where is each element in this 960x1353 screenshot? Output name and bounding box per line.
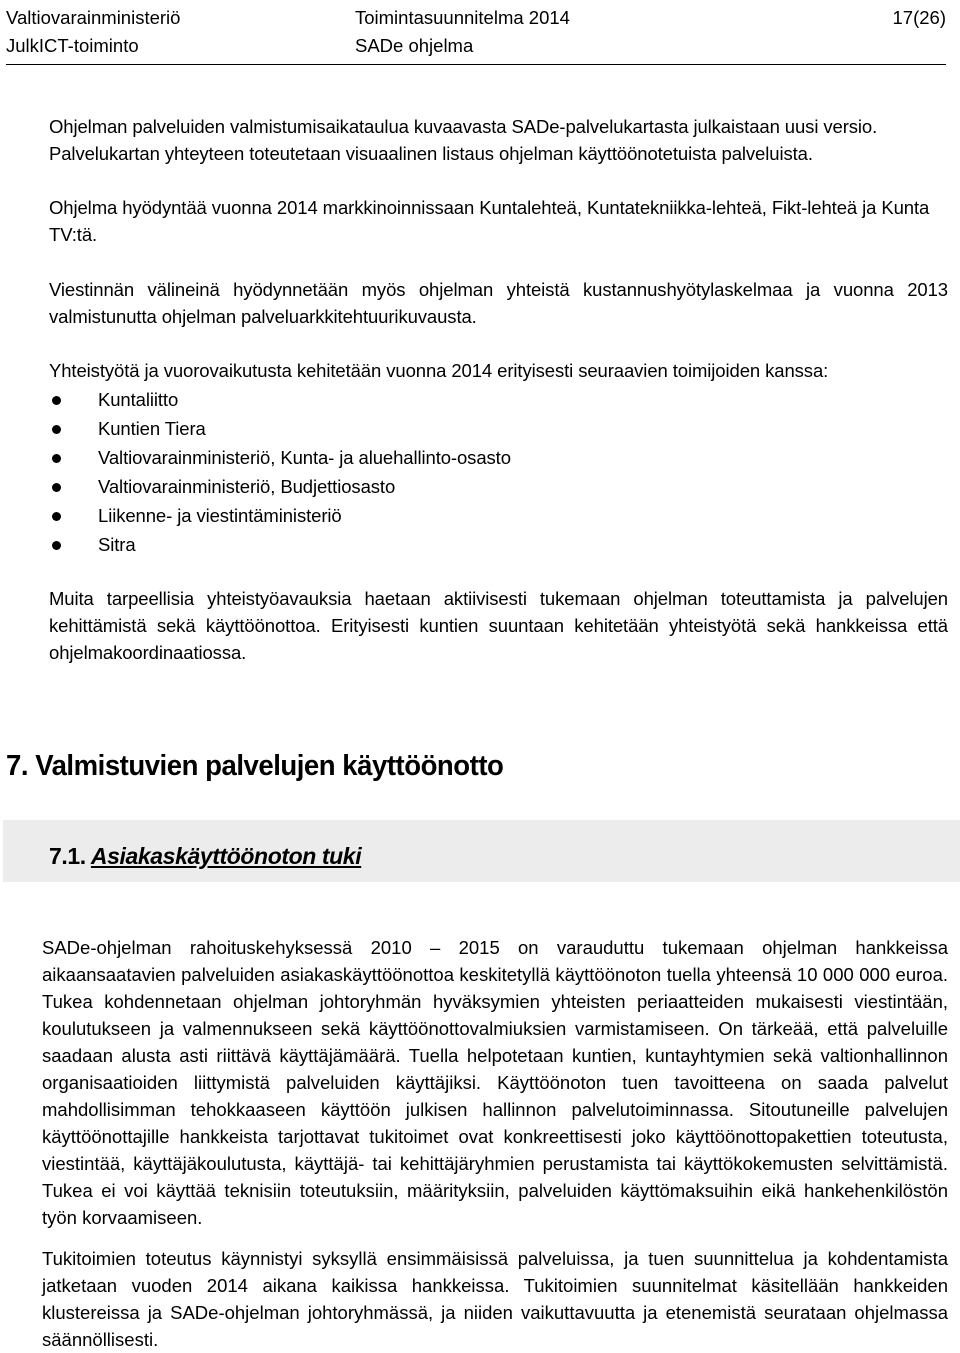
bullet-icon — [52, 483, 61, 492]
intro-paragraph-4: Yhteistyötä ja vuorovaikutusta kehitetään vuonna 2014 erityisesti seuraavien toimijoiden kanssa: — [49, 360, 829, 381]
section-7-1-title: Asiakaskäyttöönoton tuki — [90, 843, 362, 869]
bullet-icon — [52, 541, 61, 550]
stakeholder-list — [49, 385, 948, 559]
intro-section — [49, 113, 948, 167]
list-item: Kuntien Tiera — [49, 414, 948, 443]
page-header — [6, 4, 946, 65]
section-7-1-paragraph-2: Tukitoimien toteutus käynnistyi syksyllä ensimmäisissä palveluissa, ja tuen suunnittelua ja kohdentamista jatketaan vuoden 2014 aikana kaikissa hankkeissa. Tukitoimien suunnitelmat käsitellään hankkeiden klustereissa ja SADe-ohjelman johtoryhmässä, ja niiden vaikuttavuutta ja etenemistä seurataan ohjelmassa säännöllisesti. — [42, 1248, 948, 1350]
intro-paragraph-1 — [49, 113, 948, 167]
header-page-number: 17(26) — [892, 7, 946, 28]
list-item: Sitra — [49, 530, 948, 559]
bullet-icon — [52, 425, 61, 434]
bullet-icon — [52, 512, 61, 521]
intro-paragraph-2: Ohjelma hyödyntää vuonna 2014 markkinoinnissaan Kuntalehteä, Kuntatekniikka-lehteä, Fikt-lehteä ja Kunta TV:tä. — [49, 197, 930, 245]
section-7-heading: 7. Valmistuvien palvelujen käyttöönotto — [6, 750, 504, 782]
intro-paragraph-3: Viestinnän välineinä hyödynnetään myös ohjelman yhteistä kustannushyötylaskelmaa ja vuonna 2013 valmistunutta ohjelman palveluarkkitehtuurikuvausta. — [49, 279, 948, 327]
list-item: Valtiovarainministeriö, Kunta- ja aluehallinto-osasto — [49, 443, 948, 472]
intro-paragraph-5: Muita tarpeellisia yhteistyöavauksia haetaan aktiivisesti tukemaan ohjelman toteuttamista ja palvelujen kehittämistä sekä käyttöönottoa. Erityisesti kuntien suuntaan kehitetään yhteistyötä sekä hankkeissa että ohjelmakoordinaatiossa. — [49, 588, 948, 663]
intro-paragraph-1-line-1: Ohjelman palveluiden valmistumisaikataulua kuvaavasta SADe-palvelukartasta julkaistaan uusi versio. — [49, 116, 878, 137]
header-unit: JulkICT-toiminto — [6, 35, 139, 56]
header-ministry: Valtiovarainministeriö — [6, 7, 181, 28]
section-7-1-number: 7.1. — [49, 843, 86, 869]
bullet-icon — [52, 396, 61, 405]
list-item: Liikenne- ja viestintäministeriö — [49, 501, 948, 530]
header-plan: Toimintasuunnitelma 2014 — [355, 7, 570, 28]
header-program: SADe ohjelma — [355, 35, 474, 56]
bullet-icon — [52, 454, 61, 463]
list-item: Kuntaliitto — [49, 385, 948, 414]
section-7-1-paragraph-1: SADe-ohjelman rahoituskehyksessä 2010 – 2015 on varauduttu tukemaan ohjelman hankkeissa aikaansaatavien palveluiden asiakaskäyttöönottoa keskitetyllä käyttöönoton tuella yhteensä 10 000 000 euroa. Tukea kohdennetaan ohjelman johtoryhmän hyväksymien yhteisten periaatteiden mukaisesti viestintään, koulutukseen ja valmennukseen sekä käyttöönottovalmiuksien varmistamiseen. On tärkeää, että palveluille saadaan alusta asti riittävä käyttäjämäärä. Tuella helpotetaan kuntien, kuntayhtymien sekä valtionhallinnon organisaatioiden liittymistä palveluiden käyttäjiksi. Käyttöönoton tuen tavoitteena on saada palvelut mahdollisimman tehokkaaseen käyttöön julkisen hallinnon palvelutoiminnassa. Sitoutuneille palvelujen käyttöönottajille hankkeista tarjottavat tukitoimet ovat konkreettisesti joko käyttöönottopakettien toteutusta, viestintää, käyttäjäkoulutusta, käyttäjä- tai kehittäjäryhmien perustamista tai käyttökokemusten selvittämistä. Tukea ei voi käyttää teknisiin toteutuksiin, määrityksiin, palveluiden käyttömaksuihin eikä hankehenkilöstön työn korvaamiseen. — [42, 937, 948, 1228]
intro-paragraph-1-line-2: Palvelukartan yhteyteen toteutetaan visuaalinen listaus ohjelman käyttöönotetuista palveluista. — [49, 143, 813, 164]
section-7-1-heading — [49, 843, 361, 870]
list-item: Valtiovarainministeriö, Budjettiosasto — [49, 472, 948, 501]
